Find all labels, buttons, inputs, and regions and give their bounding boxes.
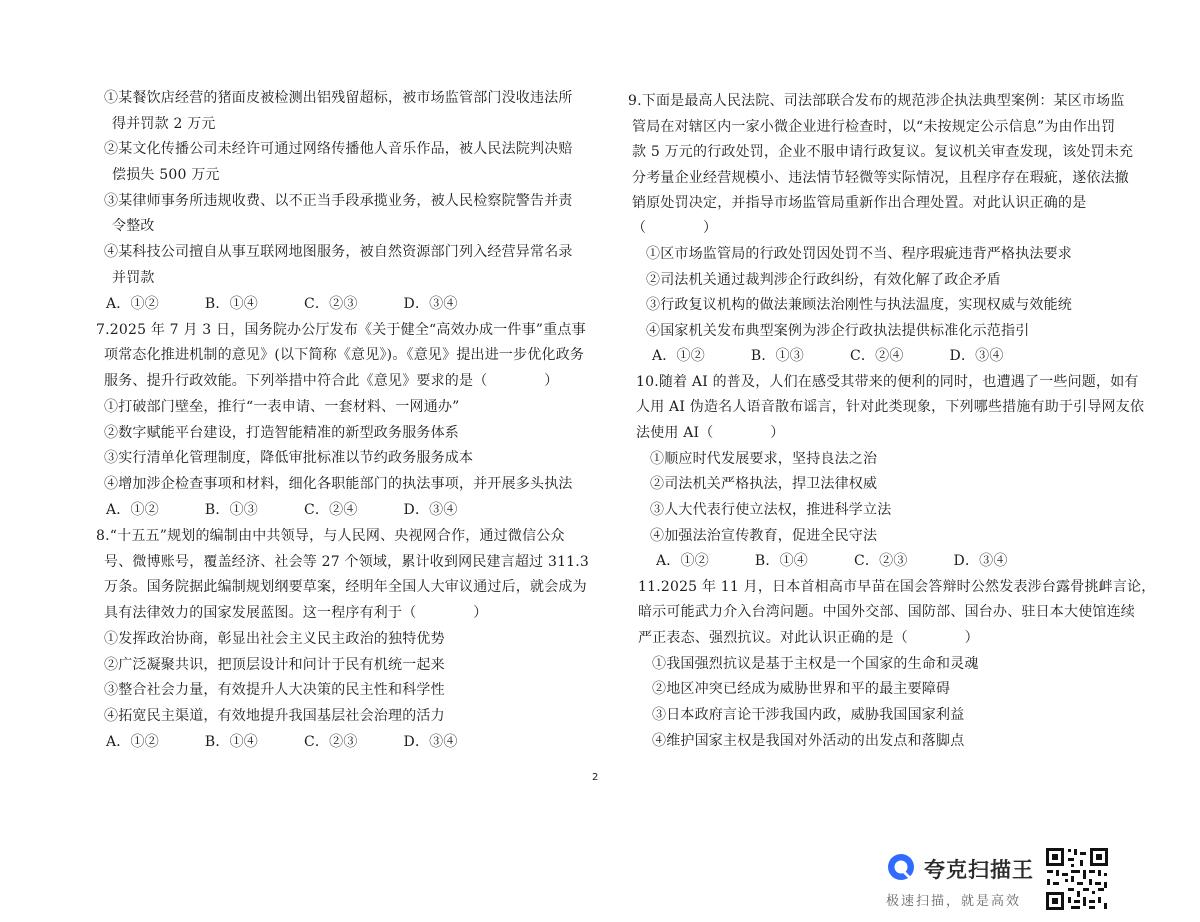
q7-item-4: ④增加涉企检查事项和材料，细化各职能部门的执法事项，并开展多头执法 — [104, 476, 573, 492]
q10-options — [656, 553, 1054, 569]
q8-stem-line-1: 8.“十五五”规划的编制由中共领导，与人民网、央视网合作，通过微信公众 — [96, 528, 565, 544]
q6-item-4-line-2: 并罚款 — [112, 270, 155, 286]
q10-item-3: ③人大代表行使立法权，推进科学立法 — [650, 502, 892, 518]
q7-item-2: ②数字赋能平台建设，打造智能精准的新型政务服务体系 — [104, 425, 459, 441]
q11-stem-line-3: 严正表态、强烈抗议。对此认识正确的是（ ） — [638, 630, 979, 646]
q9-stem-line-4: 分考量企业经营规模小、违法情节轻微等实际情况，且程序存在瑕疵，遂依法撤 — [632, 170, 1129, 186]
q9-options — [652, 348, 1050, 364]
q6-option-c: C．②③ — [304, 296, 358, 312]
q10-item-4: ④加强法治宣传教育，促进全民守法 — [650, 528, 878, 544]
q10-option-a: A．①② — [656, 553, 709, 569]
q9-item-3: ③行政复议机构的做法兼顾法治刚性与执法温度，实现权威与效能统 — [646, 297, 1072, 313]
q11-item-1: ①我国强烈抗议是基于主权是一个国家的生命和灵魂 — [652, 656, 979, 672]
q10-stem-line-3: 法使用 AI（ ） — [636, 425, 785, 441]
q6-item-2-line-2: 偿损失 500 万元 — [112, 167, 220, 183]
page-number: 2 — [592, 772, 599, 783]
scanner-watermark — [884, 848, 1034, 908]
q7-stem-line-2: 项常态化推进机制的意见》(以下简称《意见》)。《意见》提出进一步优化政务 — [104, 347, 585, 363]
q9-item-2: ②司法机关通过裁判涉企行政纠纷，有效化解了政企矛盾 — [646, 272, 1001, 288]
q7-stem-line-1: 7.2025 年 7 月 3 日，国务院办公厅发布《关于健全“高效办成一件事”重点事 — [96, 322, 586, 338]
q9-stem-line-3: 款 5 万元的行政处罚，企业不服申请行政复议。复议机关审查发现，该处罚未充 — [632, 144, 1134, 160]
q9-option-b: B．①③ — [750, 348, 805, 364]
q6-option-a: A．①② — [106, 296, 159, 312]
q7-stem-line-3: 服务、提升行政效能。下列举措中符合此《意见》要求的是（ ） — [104, 373, 559, 389]
q8-option-d: D．③④ — [403, 734, 458, 750]
q6-item-1-line-1: ①某餐饮店经营的猪面皮被检测出铝残留超标，被市场监管部门没收违法所 — [104, 90, 573, 106]
q7-item-3: ③实行清单化管理制度，降低审批标准以节约政务服务成本 — [104, 450, 474, 466]
q10-item-1: ①顺应时代发展要求，坚持良法之治 — [650, 451, 878, 467]
q8-options — [106, 734, 504, 750]
q6-options — [106, 296, 504, 312]
q9-answer-blank: （ ） — [632, 220, 718, 236]
q11-stem-line-1: 11.2025 年 11 月，日本首相高市早苗在国会答辩时公然发表涉台露骨挑衅言论， — [638, 579, 1156, 595]
q6-item-2-line-1: ②某文化传播公司未经许可通过网络传播他人音乐作品，被人民法院判决赔 — [104, 141, 573, 157]
q7-option-b: B．①③ — [204, 502, 259, 518]
q8-item-2: ②广泛凝聚共识，把顶层设计和问计于民有机统一起来 — [104, 657, 445, 673]
q6-option-d: D．③④ — [403, 296, 458, 312]
q7-option-a: A．①② — [106, 502, 159, 518]
q8-item-1: ①发挥政治协商，彰显出社会主义民主政治的独特优势 — [104, 631, 445, 647]
watermark-slogan: 极速扫描，就是高效 — [886, 894, 1022, 909]
q11-stem-line-2: 暗示可能武力介入台湾问题。中国外交部、国防部、国台办、驻日本大使馆连续 — [638, 604, 1135, 620]
q6-item-3-line-2: 令整改 — [112, 218, 155, 234]
q9-stem-line-1: 9.下面是最高人民法院、司法部联合发布的规范涉企执法典型案例：某区市场监 — [628, 93, 1125, 109]
q8-stem-line-2: 号、微博账号，覆盖经济、社会等 27 个领域，累计收到网民建言超过 311.3 — [104, 554, 590, 570]
q9-option-a: A．①② — [652, 348, 705, 364]
q8-stem-line-4: 具有法律效力的国家发展蓝图。这一程序有利于（ ） — [104, 605, 488, 621]
q10-option-c: C．②③ — [854, 553, 908, 569]
qr-code-icon — [1044, 846, 1110, 912]
q6-item-3-line-1: ③某律师事务所违规收费、以不正当手段承揽业务，被人民检察院警告并责 — [104, 193, 573, 209]
q8-stem-line-3: 万条。国务院据此编制规划纲要草案，经明年全国人大审议通过后，就会成为 — [104, 579, 587, 595]
q7-option-d: D．③④ — [403, 502, 458, 518]
q9-item-4: ④国家机关发布典型案例为涉企行政执法提供标准化示范指引 — [646, 323, 1030, 339]
q10-stem-line-1: 10.随着 AI 的普及，人们在感受其带来的便利的同时，也遭遇了一些问题，如有 — [636, 374, 1139, 390]
q6-option-b: B．①④ — [204, 296, 259, 312]
q10-stem-line-2: 人用 AI 伪造名人语音散布谣言，针对此类现象，下列哪些措施有助于引导网友依 — [636, 399, 1145, 415]
q7-option-c: C．②④ — [304, 502, 358, 518]
q11-item-4: ④维护国家主权是我国对外活动的出发点和落脚点 — [652, 733, 965, 749]
q10-option-d: D．③④ — [953, 553, 1008, 569]
q9-option-c: C．②④ — [850, 348, 904, 364]
q9-stem-line-5: 销原处罚决定，并指导市场监管局重新作出合理处置。对此认识正确的是 — [632, 195, 1087, 211]
q6-item-4-line-1: ④某科技公司擅自从事互联网地图服务，被自然资源部门列入经营异常名录 — [104, 244, 573, 260]
q10-item-2: ②司法机关严格执法，捍卫法律权威 — [650, 476, 878, 492]
q8-option-b: B．①④ — [204, 734, 259, 750]
q8-item-3: ③整合社会力量，有效提升人大决策的民主性和科学性 — [104, 682, 445, 698]
q10-option-b: B．①④ — [754, 553, 809, 569]
quark-logo-icon — [886, 852, 916, 882]
watermark-title: 夸克扫描王 — [924, 858, 1034, 882]
q9-option-d: D．③④ — [949, 348, 1004, 364]
q11-item-2: ②地区冲突已经成为威胁世界和平的最主要障碍 — [652, 681, 951, 697]
q7-item-1: ①打破部门壁垒，推行“一表申请、一套材料、一网通办” — [104, 399, 460, 415]
q8-option-a: A．①② — [106, 734, 159, 750]
q8-option-c: C．②③ — [304, 734, 358, 750]
q8-item-4: ④拓宽民主渠道，有效地提升我国基层社会治理的活力 — [104, 708, 445, 724]
q9-stem-line-2: 管局在对辖区内一家小微企业进行检查时，以“未按规定公示信息”为由作出罚 — [632, 119, 1116, 135]
q6-item-1-line-2: 得并罚款 2 万元 — [112, 116, 216, 132]
q7-options — [106, 502, 504, 518]
q9-item-1: ①区市场监管局的行政处罚因处罚不当、程序瑕疵违背严格执法要求 — [646, 246, 1072, 262]
q11-item-3: ③日本政府言论干涉我国内政，威胁我国国家利益 — [652, 707, 965, 723]
